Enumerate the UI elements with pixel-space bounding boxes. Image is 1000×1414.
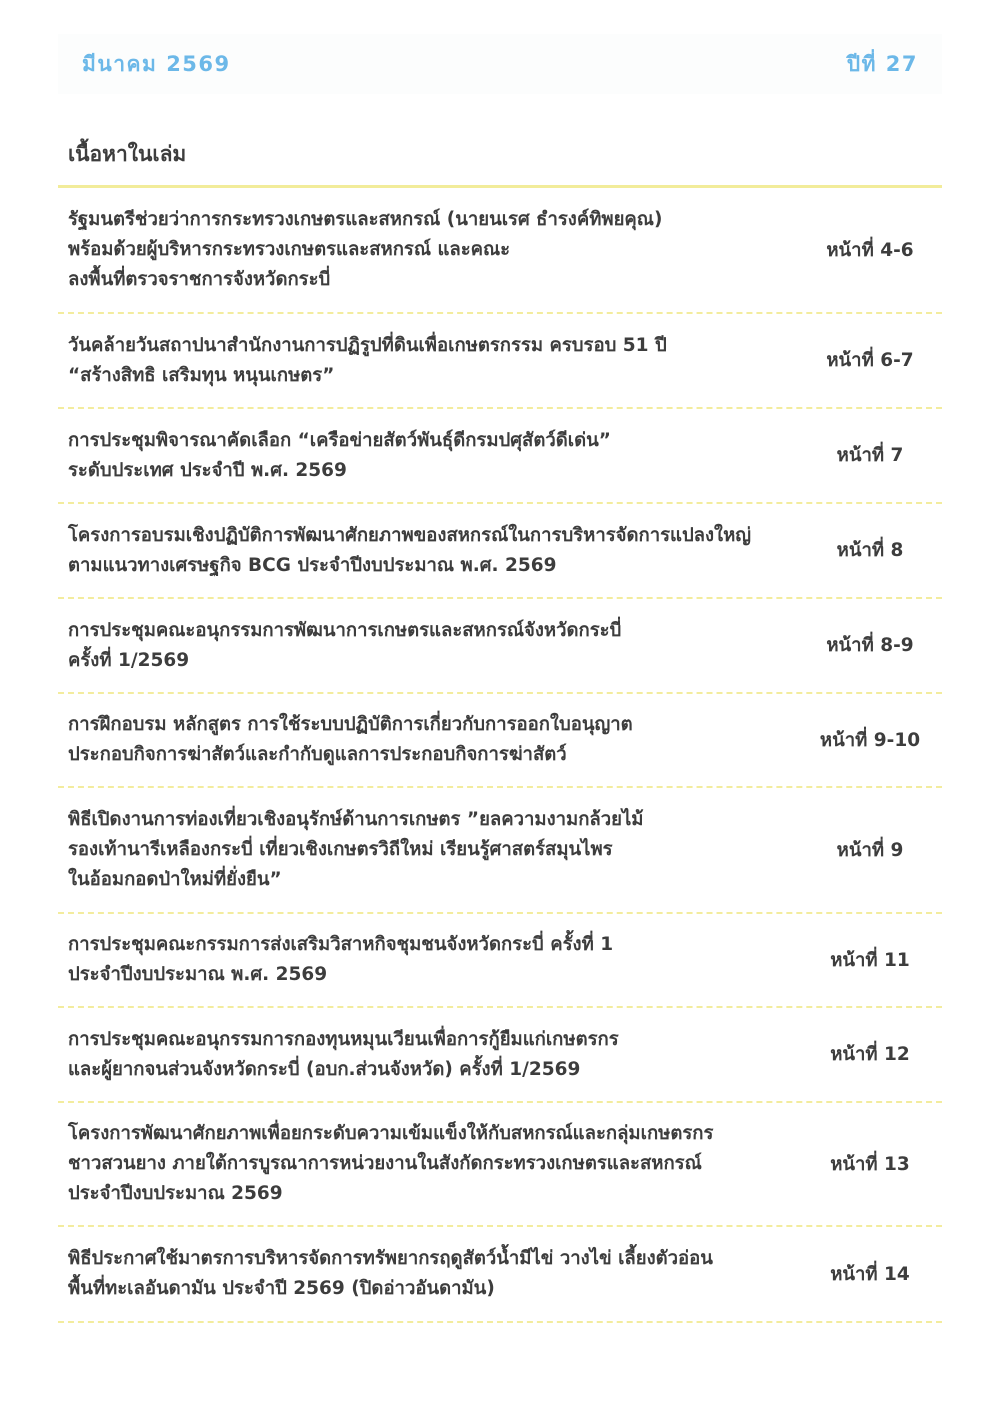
toc-entry-page: หน้าที่ 7 — [836, 445, 904, 466]
toc-title: เนื้อหาในเล่ม — [68, 142, 187, 166]
toc-entry[interactable] — [58, 914, 942, 1008]
toc-entry-page: หน้าที่ 4-6 — [826, 239, 914, 261]
toc-entry-title: โครงการอบรมเชิงปฏิบัติการพัฒนาศักยภาพของสหกรณ์ในการบริหารจัดการแปลงใหญ่ ตามแนวทางเศรษฐกิจ BCG ประจำปีงบประมาณ พ.ศ. 2569 — [68, 524, 752, 576]
toc-entry-title: รัฐมนตรีช่วยว่าการกระทรวงเกษตรและสหกรณ์ (นายนเรศ ธำรงค์ทิพยคุณ) พร้อมด้วยผู้บริหารกระทรวงเกษตรและสหกรณ์ และคณะ ลงพื้นที่ตรวจราชการจังหวัดกระบี่ — [68, 209, 663, 290]
toc-entry-title: การประชุมคณะกรรมการส่งเสริมวิสาหกิจชุมชนจังหวัดกระบี่ ครั้งที่ 1 ประจำปีงบประมาณ พ.ศ. 2569 — [68, 934, 614, 985]
toc-entry[interactable] — [58, 1008, 942, 1103]
toc-entry[interactable] — [58, 188, 942, 314]
toc-entry-title: การประชุมคณะอนุกรรมการกองทุนหมุนเวียนเพื่อการกู้ยืมแก่เกษตรกร และผู้ยากจนส่วนจังหวัดกระบี่ (อบก.ส่วนจังหวัด) ครั้งที่ 1/2569 — [68, 1028, 619, 1080]
toc-entry-title: การฝึกอบรม หลักสูตร การใช้ระบบปฏิบัติการเกี่ยวกับการออกใบอนุญาต ประกอบกิจการฆ่าสัตว์และกำกับดูแลการประกอบกิจการฆ่าสัตว์ — [68, 714, 633, 765]
toc-entry-title: พิธีประกาศใช้มาตรการบริหารจัดการทรัพยากรฤดูสัตว์น้ำมีไข่ วางไข่ เลี้ยงตัวอ่อน พื้นที่ทะเลอันดามัน ประจำปี 2569 (ปิดอ่าวอันดามัน) — [68, 1248, 713, 1299]
toc-entry[interactable] — [58, 409, 942, 504]
toc-entry[interactable] — [58, 694, 942, 788]
toc-entry-title: การประชุมพิจารณาคัดเลือก “เครือข่ายสัตว์พันธุ์ดีกรมปศุสัตว์ดีเด่น” ระดับประเทศ ประจำปี พ.ศ. 2569 — [68, 429, 611, 481]
volume-number: ปีที่ 27 — [846, 51, 918, 76]
toc-entry[interactable] — [58, 314, 942, 409]
toc-entry-page: หน้าที่ 11 — [830, 949, 910, 971]
toc-entry-page: หน้าที่ 9-10 — [819, 729, 921, 751]
toc-entry[interactable] — [58, 1103, 942, 1227]
issue-date: มีนาคม 2569 — [82, 51, 231, 76]
table-of-contents — [58, 188, 942, 1323]
toc-entry-title: การประชุมคณะอนุกรรมการพัฒนาการเกษตรและสหกรณ์จังหวัดกระบี่ ครั้งที่ 1/2569 — [68, 619, 622, 671]
toc-entry[interactable] — [58, 1227, 942, 1323]
toc-entry-page: หน้าที่ 12 — [830, 1044, 910, 1065]
toc-entry[interactable] — [58, 599, 942, 694]
toc-entry-title: วันคล้ายวันสถาปนาสำนักงานการปฏิรูปที่ดินเพื่อเกษตรกรรม ครบรอบ 51 ปี “สร้างสิทธิ เสริมทุน หนุนเกษตร” — [68, 334, 667, 386]
toc-entry-title: พิธีเปิดงานการท่องเที่ยวเชิงอนุรักษ์ด้านการเกษตร ”ยลความงามกล้วยไม้ รองเท้านารีเหลืองกระบี่ เที่ยวเชิงเกษตรวิถีใหม่ เรียนรู้ศาสตร์สมุนไพร ในอ้อมกอดป่าใหม่ที่ยั่งยืน” — [68, 809, 644, 890]
page-header — [58, 34, 942, 94]
toc-entry-page: หน้าที่ 14 — [830, 1263, 910, 1285]
toc-entry[interactable] — [58, 788, 942, 914]
toc-entry-page: หน้าที่ 8 — [836, 540, 904, 561]
toc-entry-title: โครงการพัฒนาศักยภาพเพื่อยกระดับความเข้มแข็งให้กับสหกรณ์และกลุ่มเกษตรกร ชาวสวนยาง ภายใต้การบูรณาการหน่วยงานในสังกัดกระทรวงเกษตรและสหกรณ์ ประจำปีงบประมาณ 2569 — [68, 1123, 714, 1204]
toc-entry-page: หน้าที่ 13 — [830, 1153, 910, 1175]
toc-entry[interactable] — [58, 504, 942, 599]
toc-entry-page: หน้าที่ 6-7 — [826, 350, 914, 371]
toc-entry-page: หน้าที่ 8-9 — [826, 635, 914, 656]
toc-entry-page: หน้าที่ 9 — [836, 839, 904, 861]
